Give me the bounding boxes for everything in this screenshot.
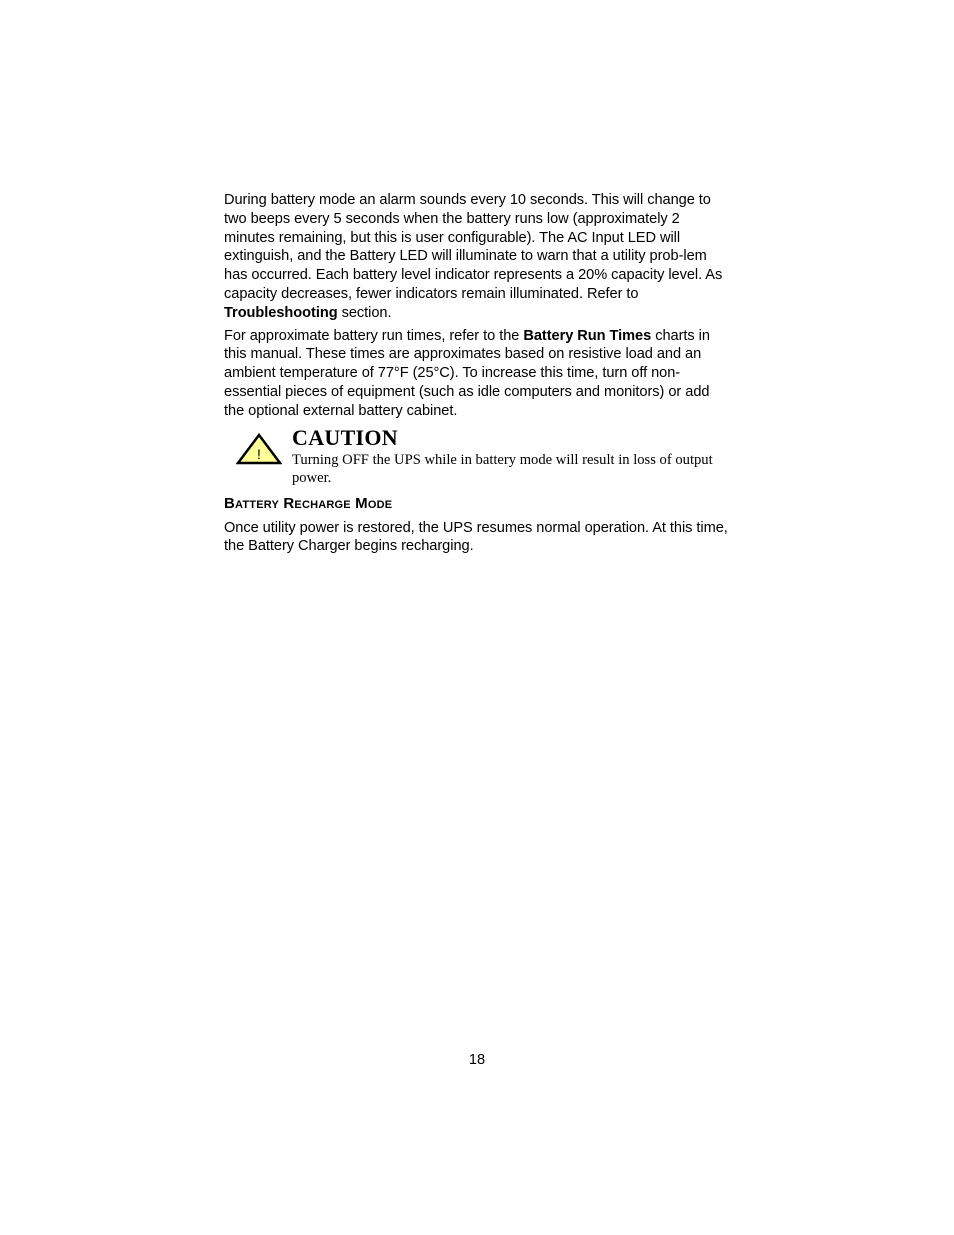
- page-number: 18: [468, 1052, 486, 1068]
- warning-triangle-icon: [236, 433, 282, 465]
- caution-title: CAUTION: [292, 424, 398, 450]
- battery-mode-tail: section.: [337, 304, 392, 321]
- battery-mode-text: During battery mode an alarm sounds every 10 seconds. This will change to two beeps every 5 seconds when the battery runs low (approximately 2 minutes remaining, but this is user configurable). The AC Input LED will extinguish, and the Battery LED will illuminate to warn that a utility prob-lem has occurred. Each battery level indicator represents a 20% capacity level. As capacity decreases, fewer indicators remain illuminated. Refer to: [224, 192, 723, 302]
- caution-block: [224, 425, 730, 491]
- section-heading: Battery Recharge Mode: [224, 494, 393, 512]
- run-times-tail: charts in this manual. These times are approximates based on resistive load and an ambient temperature of 77°F (25°C). To increase this time, turn off non-essential pieces of equipment (such as idle computers and monitors) or add the optional external battery cabinet.: [224, 327, 710, 419]
- battery-run-times-reference: Battery Run Times: [523, 327, 652, 344]
- recharge-paragraph: Once utility power is restored, the UPS resumes normal operation. At this time, the Battery Charger begins recharging.: [224, 519, 728, 555]
- page-content: [224, 191, 730, 560]
- run-times-paragraph: [224, 327, 730, 421]
- run-times-text: For approximate battery run times, refer to the: [224, 327, 524, 344]
- troubleshooting-reference: Troubleshooting: [224, 304, 338, 321]
- battery-mode-paragraph: [224, 191, 730, 323]
- caution-text: Turning OFF the UPS while in battery mode will result in loss of output power.: [292, 451, 713, 486]
- warning-exclamation: !: [257, 445, 261, 462]
